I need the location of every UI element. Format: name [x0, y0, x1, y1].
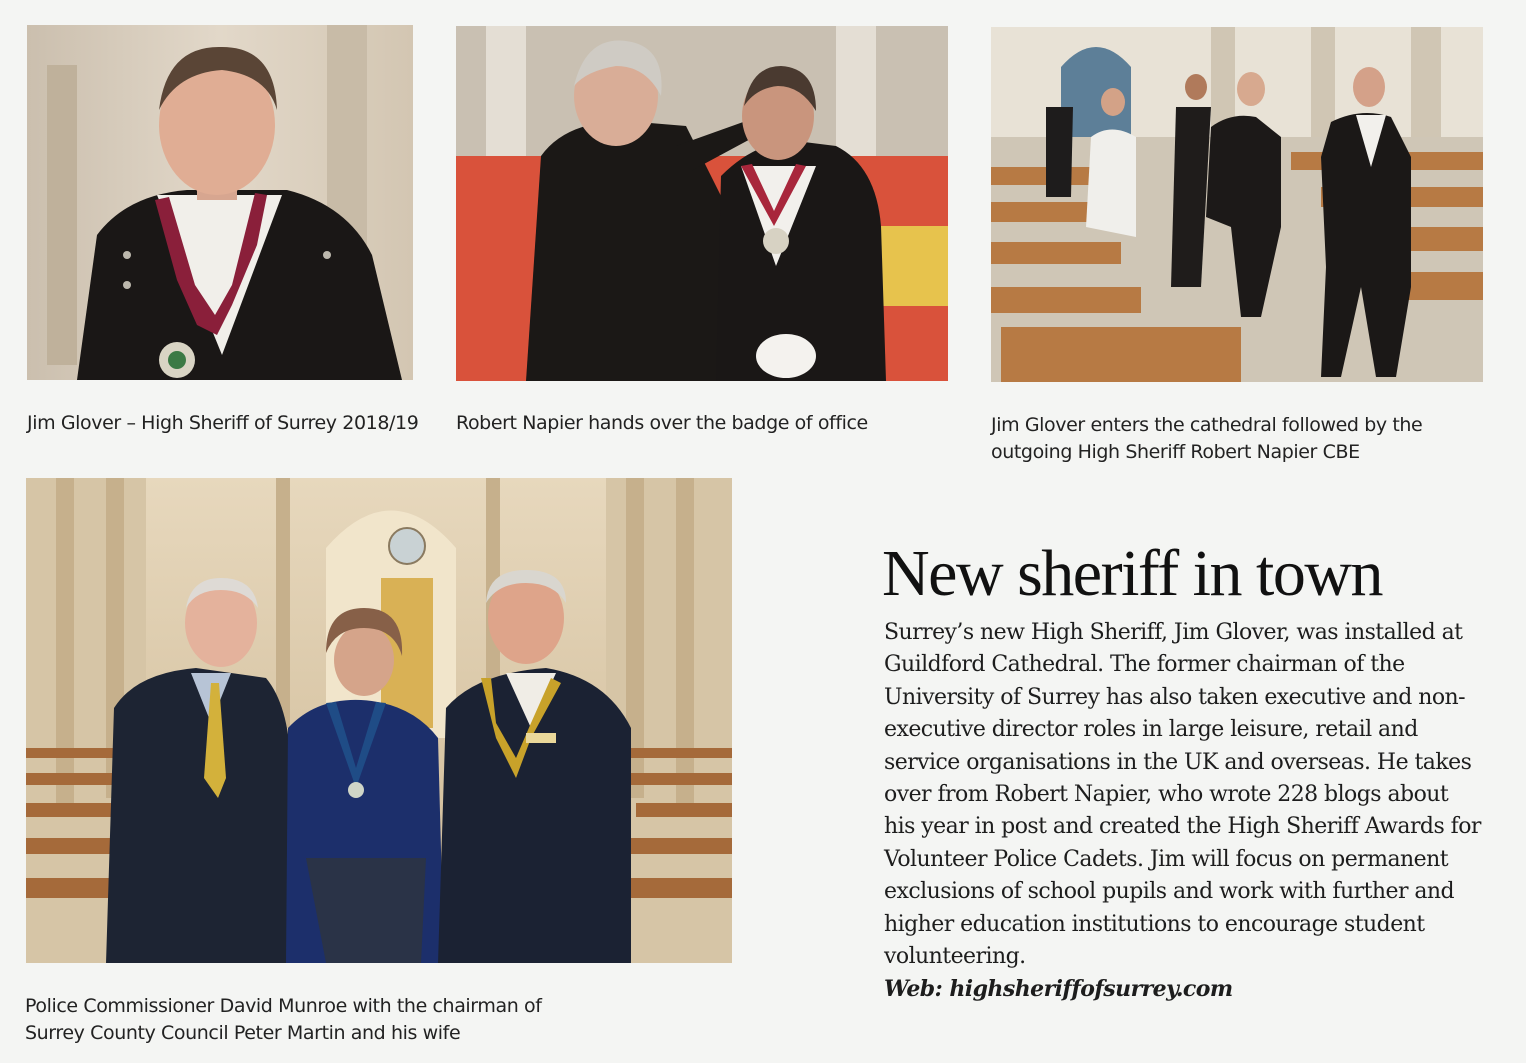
caption-group-in-nave: [25, 993, 645, 1047]
photo-cathedral-procession: [991, 27, 1483, 382]
article-body: [884, 617, 1484, 1006]
caption-line: outgoing High Sheriff Robert Napier CBE: [991, 441, 1360, 463]
caption-line: Surrey County Council Peter Martin and his wife: [25, 1022, 461, 1044]
caption-jim-glover-portrait: Jim Glover – High Sheriff of Surrey 2018/19: [27, 412, 419, 434]
portrait-illustration: [27, 25, 413, 380]
caption-line: Police Commissioner David Munroe with the chairman of: [25, 995, 542, 1017]
procession-illustration: [991, 27, 1483, 382]
photo-jim-glover-portrait: [27, 25, 413, 380]
article-headline: New sheriff in town: [882, 537, 1383, 610]
photo-badge-handover: [456, 26, 948, 381]
handover-illustration: [456, 26, 948, 381]
photo-group-in-nave: [26, 478, 732, 963]
caption-line: Jim Glover enters the cathedral followed by the: [991, 414, 1423, 436]
article-body-paragraph: Surrey’s new High Sheriff, Jim Glover, was installed at Guildford Cathedral. The former chairman of the University of Surrey has also taken executive and non-executive director roles in large leisure, retail and service organisations in the UK and overseas. He takes over from Robert Napier, who wrote 228 blogs about his year in post and created the High Sheriff Awards for Volunteer Police Cadets. Jim will focus on permanent exclusions of school pupils and work with further and higher education institutions to encourage student volunteering.: [884, 620, 1481, 970]
group-illustration: [26, 478, 732, 963]
article-web-link[interactable]: Web: highsheriffofsurrey.com: [884, 976, 1233, 1003]
caption-badge-handover: Robert Napier hands over the badge of office: [456, 412, 868, 434]
caption-cathedral-procession: [991, 412, 1491, 466]
